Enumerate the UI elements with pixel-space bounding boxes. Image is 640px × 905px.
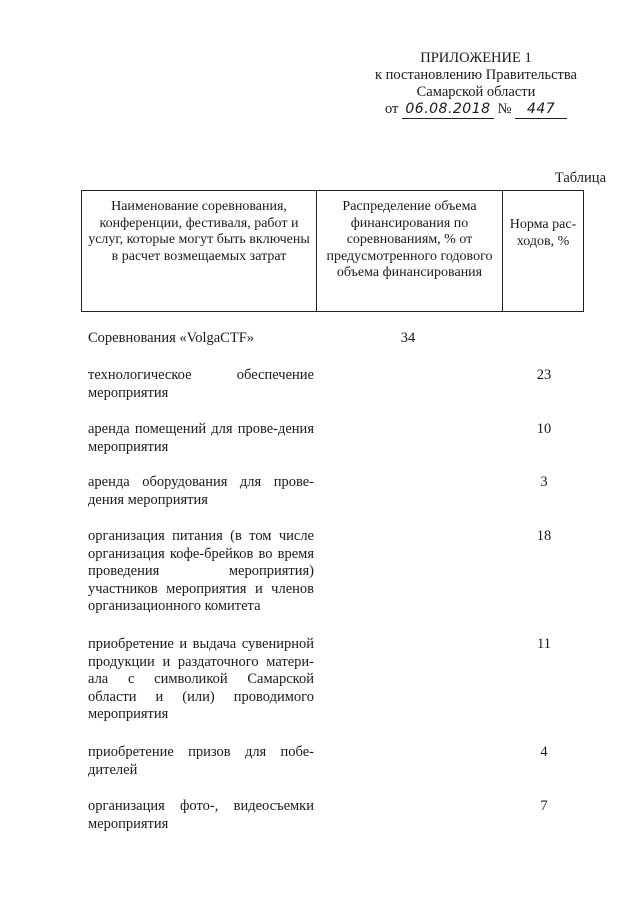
header-cell-distribution: Распределение объема финансирования по соревнованиям, % от предусмотренного годового объема финансирования <box>317 191 503 311</box>
appendix-title: ПРИЛОЖЕНИЕ 1 <box>420 50 532 66</box>
row-norm: 10 <box>536 421 552 437</box>
appendix-line-2: Самарской области <box>416 84 536 100</box>
appendix-date-line <box>346 101 606 119</box>
row-name: приобретение призов для побе-дителей <box>88 744 314 778</box>
row-name: аренда помещений для прове-дения мероприятия <box>88 421 314 455</box>
header-cell-norm: Норма рас-ходов, % <box>509 217 577 249</box>
row-name: технологическое обеспечение мероприятия <box>88 367 314 401</box>
number-prefix: № <box>497 101 512 117</box>
date-prefix: от <box>384 101 399 117</box>
row-norm: 23 <box>536 367 552 383</box>
row-norm: 18 <box>536 528 552 544</box>
appendix-line-1: к постановлению Правительства <box>375 67 577 83</box>
row-share: 34 <box>400 330 416 346</box>
appendix-header <box>346 50 606 119</box>
handwritten-number: 447 <box>515 101 567 119</box>
row-name: аренда оборудования для прове-дения мероприятия <box>88 474 314 508</box>
handwritten-date: 06.08.2018 <box>402 101 494 119</box>
table-caption: Таблица <box>554 170 606 186</box>
row-norm: 7 <box>540 798 548 814</box>
row-name: организация фото-, видеосъемки мероприятия <box>88 798 314 832</box>
row-norm: 11 <box>537 636 551 652</box>
row-name: приобретение и выдача сувенирной продукции и раздаточного матери-ала с символикой Самарской области и (или) проводимого мероприятия <box>88 636 314 722</box>
table-header <box>81 190 584 312</box>
header-cell-name: Наименование соревнования, конференции, фестиваля, работ и услуг, которые могут быть включены в расчет возмещаемых затрат <box>82 191 317 311</box>
row-norm: 4 <box>540 744 548 760</box>
row-norm: 3 <box>540 474 548 490</box>
row-name: организация питания (в том числе организация кофе-брейков во время проведения мероприятия) участников мероприятия и членов организационного комитета <box>88 528 314 614</box>
row-name: Соревнования «VolgaCTF» <box>88 330 255 346</box>
